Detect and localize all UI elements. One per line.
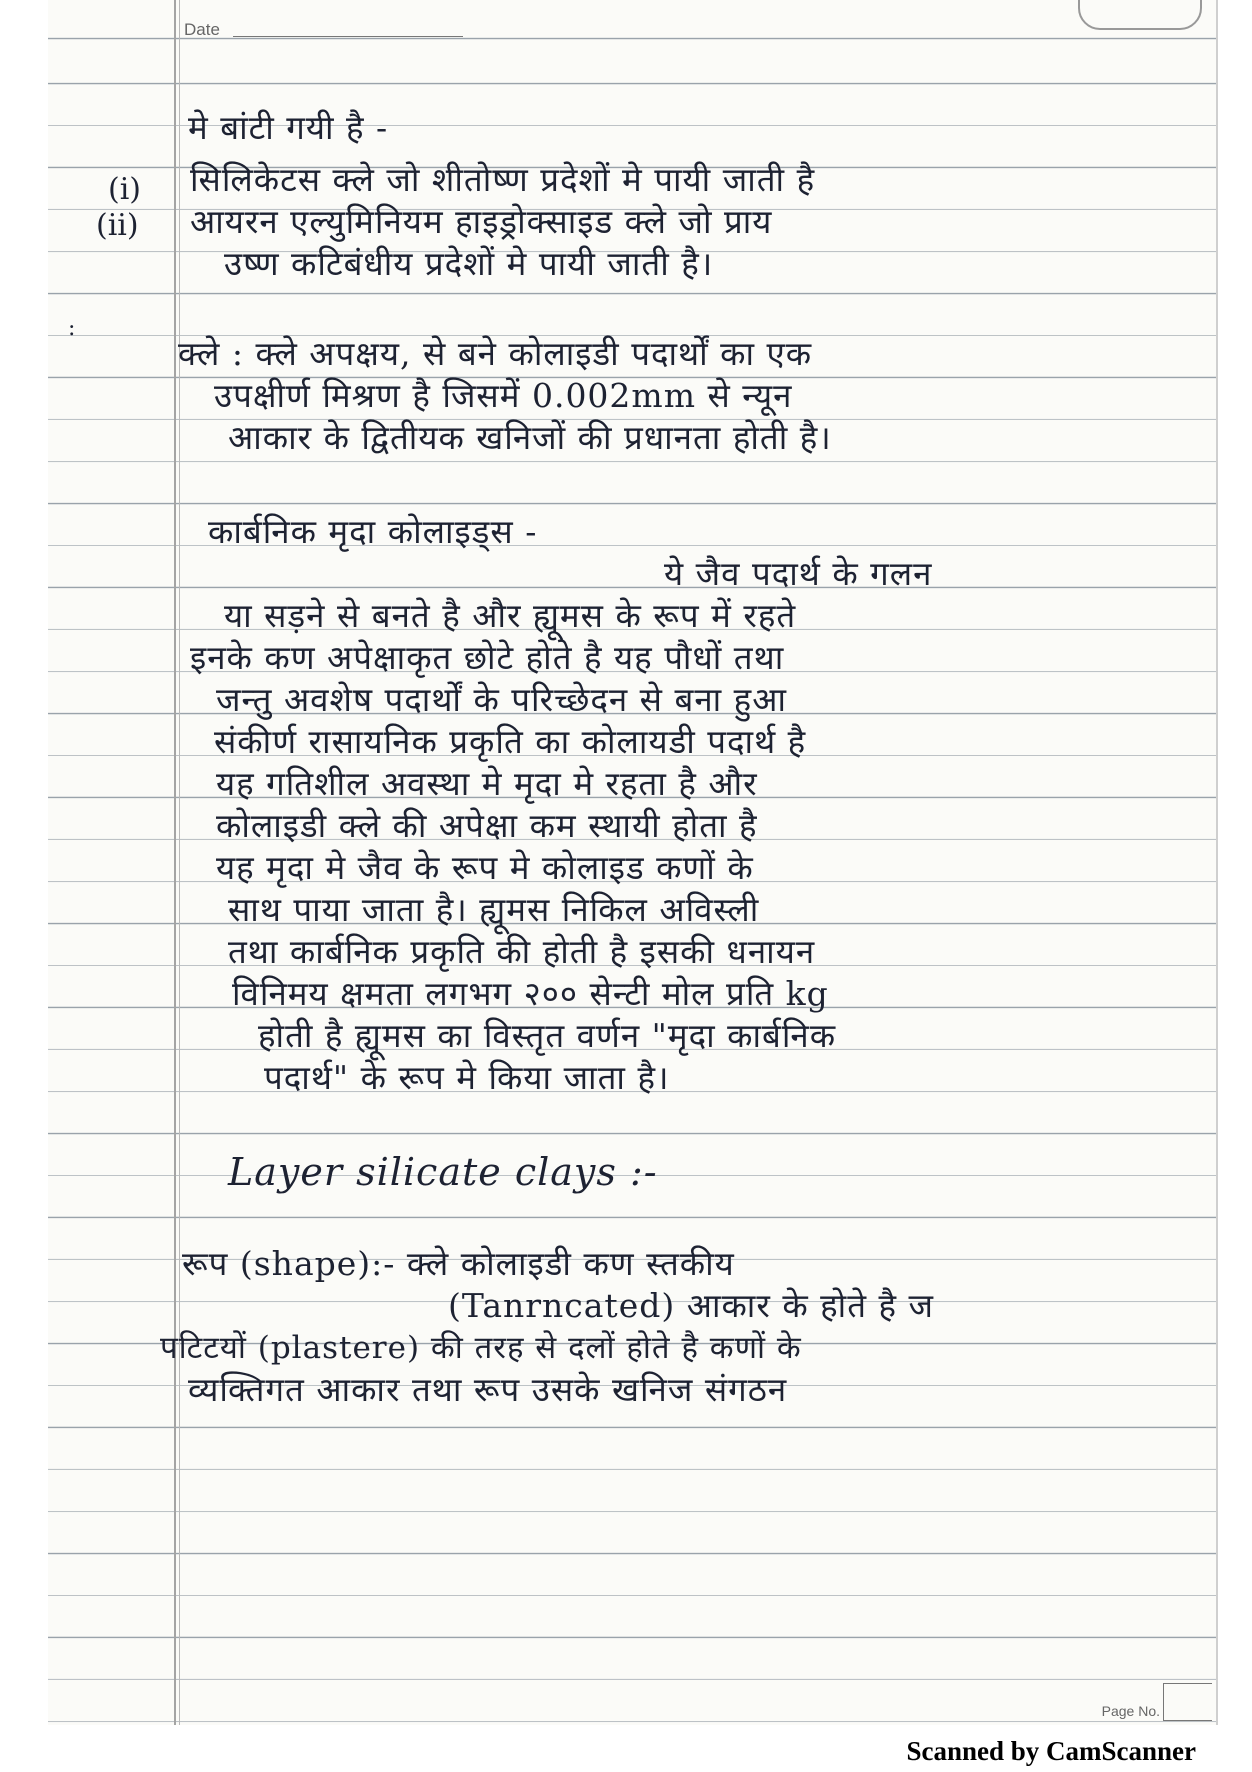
text-line-9: ये जैव पदार्थ के गलन — [664, 554, 933, 593]
text-line-12: जन्तु अवशेष पदार्थों के परिच्छेदन से बना हुआ — [216, 680, 787, 719]
text-line-4: उष्ण कटिबंधीय प्रदेशों मे पायी जाती है। — [224, 244, 714, 283]
text-line-15: कोलाइडी क्ले की अपेक्षा कम स्थायी होता है — [216, 806, 758, 845]
section-heading-layer-silicate-clays: Layer silicate clays :- — [228, 1150, 658, 1194]
section-heading-organic-colloids: कार्बनिक मृदा कोलाइड्स - — [208, 512, 538, 551]
text-line-7: आकार के द्वितीयक खनिजों की प्रधानता होती है। — [228, 418, 832, 457]
page-corner-tab — [1078, 0, 1202, 30]
text-line-23: रूप (shape):- क्ले कोलाइडी कण स्तकीय — [182, 1244, 735, 1283]
page-number-box — [1163, 1683, 1212, 1721]
text-line-14: यह गतिशील अवस्था मे मृदा मे रहता है और — [216, 764, 758, 803]
date-label: Date — [184, 20, 220, 39]
text-line-26: व्यक्तिगत आकार तथा रूप उसके खनिज संगठन — [188, 1370, 788, 1409]
list-marker-i: (i) — [108, 172, 142, 207]
text-line-24: (Tanrncated) आकार के होते है ज — [448, 1286, 935, 1325]
text-line-6: उपक्षीर्ण मिश्रण है जिसमें 0.002mm से न्यून — [214, 376, 793, 415]
text-line-17: साथ पाया जाता है। ह्यूमस निकिल अविस्ली — [228, 890, 760, 929]
text-line-16: यह मृदा मे जैव के रूप मे कोलाइड कणों के — [216, 848, 754, 887]
camscanner-watermark: Scanned by CamScanner — [906, 1736, 1196, 1766]
text-line-11: इनके कण अपेक्षाकृत छोटे होते है यह पौधों तथा — [190, 638, 785, 677]
text-line-21: पदार्थ" के रूप मे किया जाता है। — [264, 1058, 670, 1097]
text-line-5: क्ले : क्ले अपक्षय, से बने कोलाइडी पदार्थों का एक — [178, 334, 813, 373]
text-line-3: आयरन एल्युमिनियम हाइड्रोक्साइड क्ले जो प्राय — [190, 202, 773, 241]
margin-line-inner — [179, 0, 180, 1725]
text-line-19: विनिमय क्षमता लगभग २०० सेन्टी मोल प्रति kg — [232, 974, 829, 1013]
page-number-label: Page No. — [1101, 1703, 1160, 1719]
notebook-page — [48, 0, 1218, 1725]
text-line-1: मे बांटी गयी है - — [188, 108, 389, 147]
text-line-20: होती है ह्यूमस का विस्तृत वर्णन "मृदा कार्बनिक — [258, 1016, 837, 1055]
text-line-25: पटिटयों (plastere) की तरह से दलों होते है कणों के — [160, 1330, 802, 1366]
list-marker-ii: (ii) — [96, 208, 139, 243]
text-line-2: सिलिकेटस क्ले जो शीतोष्ण प्रदेशों मे पायी जाती है — [190, 160, 816, 199]
text-line-18: तथा कार्बनिक प्रकृति की होती है इसकी धनायन — [228, 932, 816, 971]
text-line-13: संकीर्ण रासायनिक प्रकृति का कोलायडी पदार्थ है — [214, 722, 807, 761]
bullet-marker: : — [68, 316, 76, 341]
text-line-10: या सड़ने से बनते है और ह्यूमस के रूप में रहते — [224, 596, 797, 635]
margin-line — [174, 0, 176, 1725]
date-blank-field — [233, 36, 463, 37]
